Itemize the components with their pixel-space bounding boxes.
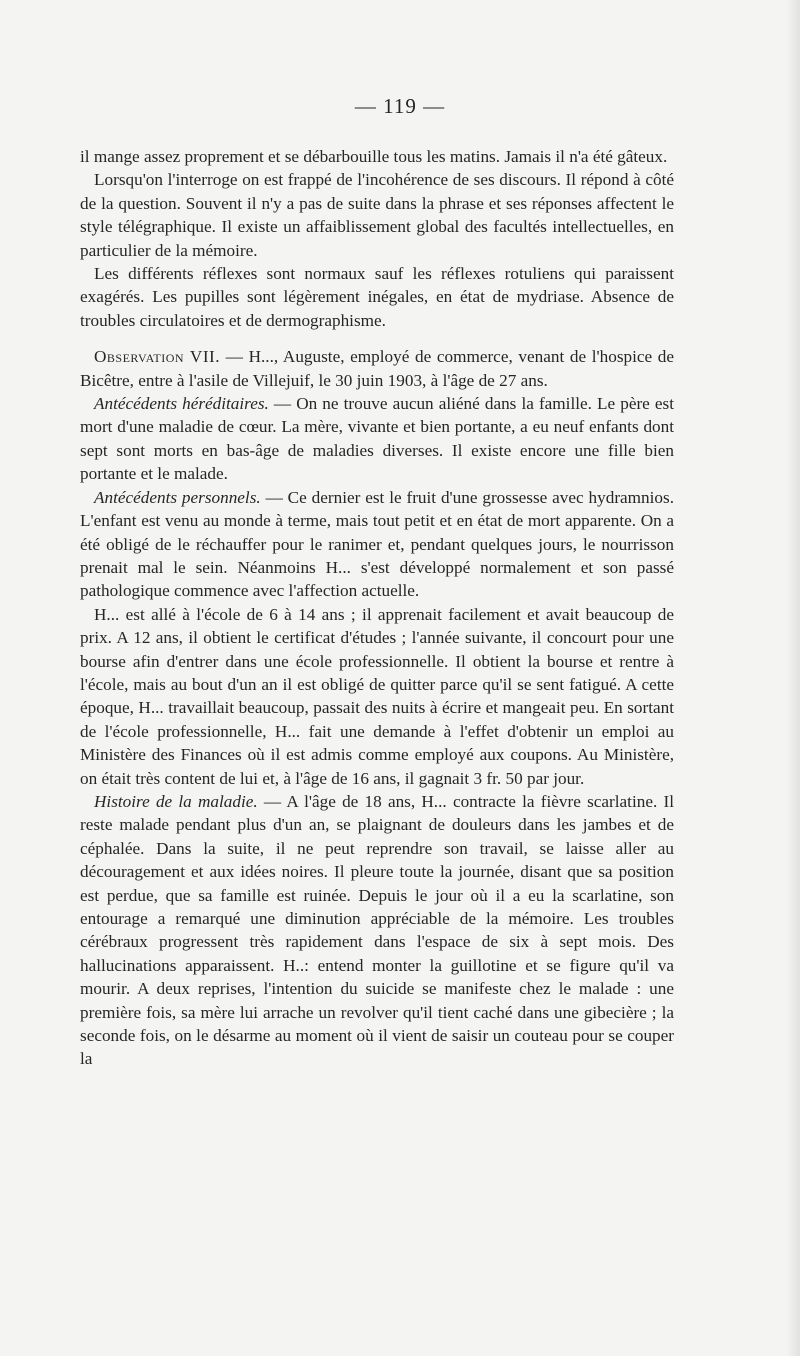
- paragraph-1: [80, 145, 674, 168]
- observation-label: Observation VII.: [94, 347, 221, 367]
- hereditary-paragraph: [80, 392, 674, 486]
- section-label: Histoire de la maladie.: [94, 791, 258, 811]
- page-number: — 119 —: [354, 94, 446, 118]
- page-edge-shadow: [786, 0, 800, 1356]
- paragraph-text: Les différents réflexes sont normaux sauf les réflexes rotuliens qui paraissent exagérés. Les pupilles sont légèrement inégales, en état de mydriase. Absence de troubles circulatoires et de dermographisme.: [80, 264, 674, 330]
- paragraph-text: — H..., Auguste, employé de commerce, venant de l'hospice de Bicêtre, entre à l'asile de Villejuif, le 30 juin 1903, à l'âge de 27 ans.: [80, 347, 675, 390]
- personal-history-paragraph: [80, 486, 674, 603]
- section-label: Antécédents personnels.: [94, 487, 261, 507]
- paragraph-text: — Ce dernier est le fruit d'une grossesse avec hydramnios. L'enfant est venu au monde à terme, mais tout petit et en état de mort apparente. On a été obligé de le réchauffer pour le ranimer et, pendant quelques jours, le nourrisson prenait mal le sein. Néanmoins H... s'est développé normalement et son passé pathologique commence avec l'affection actuelle.: [80, 487, 674, 601]
- paragraph-text: — On ne trouve aucun aliéné dans la famille. Le père est mort d'une maladie de cœur. La mère, vivante et bien portante, a eu neuf enfants dont sept sont morts en bas-âge de maladies diverses. Il existe encore une fille bien portante et le malade.: [80, 394, 674, 484]
- section-label: Antécédents héréditaires.: [94, 394, 269, 414]
- paragraph-text: il mange assez proprement et se débarbouille tous les matins. Jamais il n'a été gâteux.: [80, 147, 668, 166]
- paragraph-text: Lorsqu'on l'interroge on est frappé de l'incohérence de ses discours. Il répond à côté de la question. Souvent il n'y a pas de suite dans la phrase et ses réponses affectent le style télégraphique. Il existe un affaiblissement global des facultés intellectuelles, en particulier de la mémoire.: [80, 170, 674, 260]
- paragraph-3: [80, 262, 674, 332]
- paragraph-text: H... est allé à l'école de 6 à 14 ans ; il apprenait facilement et avait beaucoup de prix. A 12 ans, il obtient le certificat d'études ; l'année suivante, il concourt pour une bourse afin d'entrer dans une école professionnelle. Il obtient la bourse et rentre à l'école, mais au bout d'un an il est obligé de quitter parce qu'il se sent fatigué. A cette époque, H... travaillait beaucoup, passait des nuits à écrire et mangeait peu. En sortant de l'école professionnelle, H... fait une demande à l'effet d'obtenir un emploi au Ministère des Finances où il est admis comme employé aux coupons. Au Ministère, on était très content de lui et, à l'âge de 16 ans, il gagnait 3 fr. 50 par jour.: [80, 604, 674, 788]
- schooling-paragraph: [80, 603, 674, 790]
- paragraph-2: [80, 168, 674, 262]
- body-text: [80, 145, 674, 1071]
- illness-history-paragraph: [80, 790, 674, 1071]
- observation-heading-paragraph: [80, 345, 674, 392]
- paragraph-text: — A l'âge de 18 ans, H... contracte la fièvre scarlatine. Il reste malade pendant plus d'un an, se plaignant de douleurs dans les jambes et de céphalée. Dans la suite, il ne peut reprendre son travail, se laisse aller au découragement et aux idées noires. Il pleure toute la journée, disant que sa position est perdue, que sa famille est ruinée. Depuis le jour où il a eu la scarlatine, son entourage a remarqué une diminution appréciable de la mémoire. Les troubles cérébraux progressent très rapidement dans l'espace de six à sept mois. Des hallucinations apparaissent. H..: entend monter la guillotine et se figure qu'il va mourir. A deux reprises, l'intention du suicide se manifeste chez le malade : une première fois, sa mère lui arrache un revolver qu'il tient caché dans une gibecière ; la seconde fois, on le désarme au moment où il vient de saisir un couteau pour se couper la: [80, 791, 674, 1069]
